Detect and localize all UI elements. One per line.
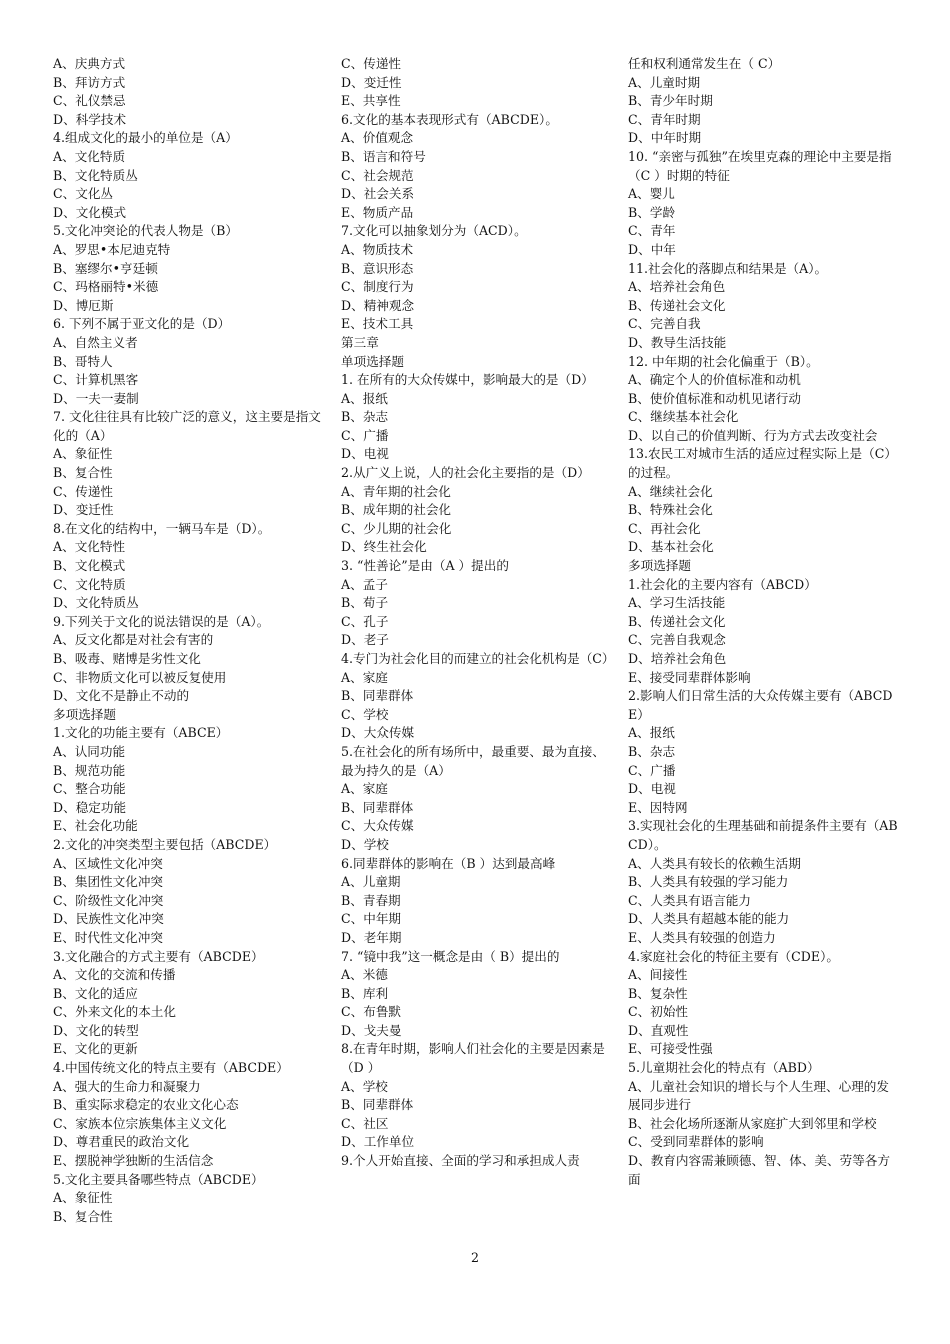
text-line: C、计算机黑客	[53, 372, 139, 388]
text-line: C、中年期	[341, 911, 402, 927]
text-line: A、报纸	[341, 390, 388, 406]
text-line: A、反文化都是对社会有害的	[53, 632, 214, 648]
text-line: D、社会关系	[341, 186, 415, 202]
text-line: D、博厄斯	[53, 297, 114, 313]
text-line: C、文化丛	[53, 186, 114, 202]
text-line: A、间接性	[628, 967, 688, 983]
text-line: C、社区	[341, 1115, 389, 1131]
text-line: E、社会化功能	[53, 818, 138, 834]
text-line: 2.影响人们日常生活的大众传媒主要有（ABCDE）	[628, 688, 893, 722]
text-line: D、精神观念	[341, 297, 415, 313]
text-line: C、青年时期	[628, 111, 701, 127]
text-line: 11.社会化的落脚点和结果是（A）。	[628, 260, 828, 276]
text-line: B、拜访方式	[53, 74, 126, 90]
text-line: C、外来文化的本土化	[53, 1004, 176, 1020]
text-line: B、意识形态	[341, 260, 414, 276]
text-line: D、尊君重民的政治文化	[53, 1134, 190, 1150]
text-line: 7. 文化往往具有比较广泛的意义，这主要是指文化的（A）	[53, 409, 321, 443]
text-line: C、青年	[628, 223, 676, 239]
text-line: D、人类具有超越本能的能力	[628, 911, 790, 927]
text-line: C、文化特质	[53, 576, 126, 592]
text-line: D、一夫一妻制	[53, 390, 139, 406]
text-line: C、广播	[341, 427, 389, 443]
text-line: B、同辈群体	[341, 688, 414, 704]
text-line: D、电视	[628, 781, 676, 797]
text-line: A、区域性文化冲突	[53, 855, 163, 871]
text-line: C、大众传媒	[341, 818, 414, 834]
text-line: B、复杂性	[628, 985, 688, 1001]
text-line: 多项选择题	[53, 706, 116, 722]
text-line: A、家庭	[341, 781, 388, 797]
text-line: A、儿童时期	[628, 74, 701, 90]
text-line: B、规范功能	[53, 762, 126, 778]
text-line: B、成年期的社会化	[341, 502, 452, 518]
text-line: E、文化的更新	[53, 1041, 138, 1057]
text-line: A、孟子	[341, 576, 388, 592]
text-line: A、自然主义者	[53, 334, 138, 350]
text-line: A、文化特性	[53, 539, 126, 555]
text-line: 1.文化的功能主要有（ABCE）	[53, 725, 229, 741]
text-line: D、老子	[341, 632, 389, 648]
text-line: D、以自己的价值判断、行为方式去改变社会	[628, 427, 878, 443]
text-line: B、社会化场所逐渐从家庭扩大到邻里和学校	[628, 1115, 877, 1131]
text-line: A、物质技术	[341, 241, 414, 257]
text-line: B、同辈群体	[341, 1097, 414, 1113]
text-line: E、技术工具	[341, 316, 414, 332]
text-line: B、青春期	[341, 892, 401, 908]
text-line: B、文化特质丛	[53, 167, 138, 183]
text-line: D、科学技术	[53, 111, 127, 127]
text-line: B、语言和符号	[341, 148, 426, 164]
text-line: D、培养社会角色	[628, 651, 727, 666]
text-line: D、大众传媒	[341, 725, 415, 741]
text-line: C、阶级性文化冲突	[53, 892, 164, 908]
text-line: A、庆典方式	[53, 56, 126, 71]
text-line: C、完善自我观念	[628, 632, 726, 648]
text-line: A、强大的生命力和凝聚力	[53, 1078, 201, 1094]
text-line: C、初始性	[628, 1004, 689, 1020]
text-line: A、象征性	[53, 446, 113, 462]
text-line: B、塞缪尔•亨廷顿	[53, 260, 158, 276]
text-line: A、家庭	[341, 669, 388, 685]
text-line: C、传递性	[53, 483, 114, 499]
text-line: C、社会规范	[341, 167, 414, 183]
text-line: C、受到同辈群体的影响	[628, 1134, 764, 1150]
text-line: A、象征性	[53, 1190, 113, 1206]
text-line: B、人类具有较强的学习能力	[628, 874, 789, 890]
text-line: 6. 下列不属于亚文化的是（D）	[53, 316, 231, 332]
text-line: D、工作单位	[341, 1134, 415, 1150]
text-line: B、集团性文化冲突	[53, 874, 164, 890]
text-line: C、广播	[628, 762, 676, 778]
text-line: 2.从广义上说，人的社会化主要指的是（D）	[341, 465, 590, 481]
text-line: 9.下列关于文化的说法错误的是（A）。	[53, 613, 270, 629]
text-line: 4.家庭社会化的特征主要有（CDE）。	[628, 948, 839, 964]
text-line: D、老年期	[341, 929, 402, 945]
text-line: E、人类具有较强的创造力	[628, 929, 776, 945]
text-line: B、传递社会文化	[628, 613, 726, 629]
text-line: D、稳定功能	[53, 799, 127, 815]
text-line: 8.在青年时期，影响人们社会化的主要是因素是（D ）	[341, 1041, 605, 1076]
text-line: D、文化模式	[53, 204, 127, 220]
text-line: A、继续社会化	[628, 483, 713, 499]
text-line: 1. 在所有的大众传媒中，影响最大的是（D）	[341, 372, 594, 388]
text-line: 3. “性善论”是由（A ）提出的	[341, 558, 509, 574]
text-line: D、变迁性	[53, 502, 114, 518]
text-line: 4.专门为社会化目的而建立的社会化机构是（C）	[341, 651, 615, 666]
text-line: 7.文化可以抽象划分为（ACD）。	[341, 223, 527, 239]
text-line: A、米德	[341, 967, 388, 983]
text-line: E、可接受性强	[628, 1041, 713, 1057]
text-line: D、直观性	[628, 1022, 689, 1038]
text-line: D、电视	[341, 446, 389, 462]
text-line: 12. 中年期的社会化偏重于（B）。	[628, 353, 819, 369]
text-line: B、特殊社会化	[628, 502, 713, 518]
text-line: 13.农民工对城市生活的适应过程实际上是（C）的过程。	[628, 446, 897, 481]
text-line: 单项选择题	[341, 353, 404, 369]
text-line: A、认同功能	[53, 743, 126, 759]
text-column-middle	[341, 55, 613, 1171]
text-line: D、民族性文化冲突	[53, 911, 164, 927]
text-line: C、玛格丽特•米德	[53, 279, 159, 295]
text-line: 第三章	[341, 334, 379, 350]
text-line: A、儿童期	[341, 874, 401, 890]
text-line: C、少儿期的社会化	[341, 520, 452, 536]
text-line: 7. “镜中我”这一概念是由（ B）提出的	[341, 948, 560, 964]
text-line: A、儿童社会知识的增长与个人生理、心理的发展同步进行	[628, 1078, 889, 1113]
text-line: 4.组成文化的最小的单位是（A）	[53, 130, 238, 146]
text-line: 任和权利通常发生在（ C）	[628, 56, 781, 71]
text-line: D、终生社会化	[341, 539, 427, 555]
text-line: 5.儿童期社会化的特点有（ABD）	[628, 1060, 820, 1076]
text-line: 6.同辈群体的影响在（B ）达到最高峰	[341, 855, 556, 871]
text-line: E、因特网	[628, 799, 688, 815]
text-line: 10. “亲密与孤独”在埃里克森的理论中主要是指（C ）时期的特征	[628, 148, 892, 183]
text-line: D、基本社会化	[628, 539, 714, 555]
text-line: A、罗思•本尼迪克特	[53, 241, 171, 257]
text-line: 3.文化融合的方式主要有（ABCDE）	[53, 948, 264, 964]
text-line: B、复合性	[53, 465, 113, 481]
text-line: D、教育内容需兼顾德、智、体、美、劳等各方面	[628, 1153, 890, 1187]
text-line: B、杂志	[628, 743, 676, 759]
text-line: A、报纸	[628, 725, 675, 741]
text-line: B、传递社会文化	[628, 297, 726, 313]
text-line: D、中年时期	[628, 130, 702, 146]
text-line: A、学校	[341, 1078, 388, 1094]
text-line: B、学龄	[628, 204, 676, 220]
text-line: B、库利	[341, 985, 389, 1001]
text-line: C、传递性	[341, 56, 402, 71]
text-line: C、继续基本社会化	[628, 409, 739, 425]
text-line: 4.中国传统文化的特点主要有（ABCDE）	[53, 1060, 289, 1076]
text-line: E、共享性	[341, 93, 401, 109]
text-line: 6.文化的基本表现形式有（ABCDE）。	[341, 111, 558, 127]
text-line: A、价值观念	[341, 130, 414, 146]
text-line: D、文化特质丛	[53, 595, 139, 611]
text-line: 3.实现社会化的生理基础和前提条件主要有（ABCD）。	[628, 818, 898, 852]
text-line: C、非物质文化可以被反复使用	[53, 669, 227, 685]
text-line: B、使价值标准和动机见诸行动	[628, 390, 801, 406]
text-column-right	[628, 55, 898, 1189]
text-line: C、家族本位宗族集体主义文化	[53, 1115, 227, 1131]
text-line: C、学校	[341, 706, 389, 722]
text-line: E、时代性文化冲突	[53, 929, 163, 945]
text-column-left	[53, 55, 325, 1226]
text-line: B、荀子	[341, 595, 389, 611]
text-line: B、杂志	[341, 409, 389, 425]
text-line: C、制度行为	[341, 279, 414, 295]
text-line: D、中年	[628, 241, 676, 257]
text-line: D、文化不是静止不动的	[53, 688, 190, 704]
text-line: 5.文化主要具备哪些特点（ABCDE）	[53, 1171, 264, 1187]
text-line: C、整合功能	[53, 781, 126, 797]
text-line: E、摆脱神学独断的生活信念	[53, 1153, 214, 1169]
text-line: 1.社会化的主要内容有（ABCD）	[628, 576, 817, 592]
text-line: C、布鲁默	[341, 1004, 402, 1020]
text-line: D、文化的转型	[53, 1022, 139, 1038]
text-line: A、青年期的社会化	[341, 483, 451, 499]
text-line: 多项选择题	[628, 558, 691, 574]
text-line: B、复合性	[53, 1208, 113, 1224]
text-line: B、文化模式	[53, 558, 126, 574]
text-line: 5.文化冲突论的代表人物是（B）	[53, 223, 238, 239]
text-line: A、人类具有较长的依赖生活期	[628, 855, 801, 871]
text-line: E、接受同辈群体影响	[628, 669, 751, 685]
text-line: A、婴儿	[628, 186, 675, 202]
text-line: C、孔子	[341, 613, 389, 629]
text-line: B、文化的适应	[53, 985, 138, 1001]
text-line: C、完善自我	[628, 316, 701, 332]
text-line: 5.在社会化的所有场所中，最重要、最为直接、最为持久的是（A）	[341, 743, 605, 778]
text-line: A、确定个人的价值标准和动机	[628, 372, 801, 388]
text-line: D、变迁性	[341, 74, 402, 90]
text-line: C、再社会化	[628, 520, 701, 536]
text-line: B、同辈群体	[341, 799, 414, 815]
text-line: B、吸毒、赌博是劣性文化	[53, 651, 201, 666]
text-line: 2.文化的冲突类型主要包括（ABCDE）	[53, 836, 277, 852]
text-line: D、学校	[341, 836, 389, 852]
text-line: A、文化特质	[53, 148, 126, 164]
text-line: 8.在文化的结构中，一辆马车是（D）。	[53, 520, 271, 536]
text-line: E、物质产品	[341, 204, 414, 220]
text-line: 9.个人开始直接、全面的学习和承担成人责	[341, 1153, 580, 1169]
text-line: B、哥特人	[53, 353, 113, 369]
text-line: A、学习生活技能	[628, 595, 726, 611]
text-line: B、重实际求稳定的农业文化心态	[53, 1097, 239, 1113]
text-line: C、人类具有语言能力	[628, 892, 751, 908]
text-line: A、文化的交流和传播	[53, 967, 176, 983]
text-line: C、礼仪禁忌	[53, 93, 126, 109]
text-line: A、培养社会角色	[628, 279, 726, 295]
text-line: B、青少年时期	[628, 93, 713, 109]
text-line: D、戈夫曼	[341, 1022, 402, 1038]
text-line: D、教导生活技能	[628, 334, 727, 350]
page-number: 2	[470, 1250, 479, 1265]
